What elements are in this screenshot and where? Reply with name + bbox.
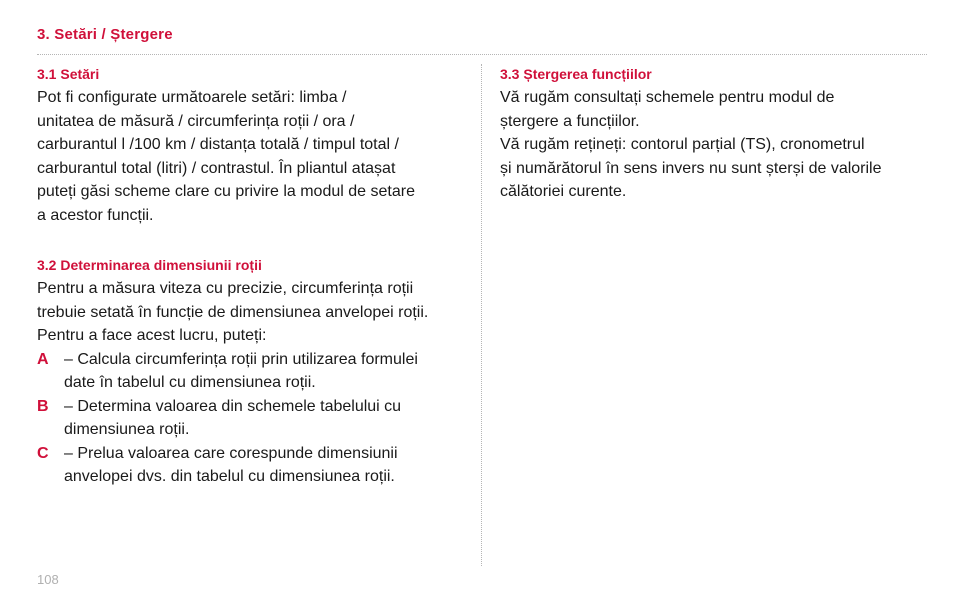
section-heading-wheel-size: 3.2 Determinarea dimensiunii roții	[37, 257, 262, 273]
text-line: anvelopei dvs. din tabelul cu dimensiunea roții.	[64, 468, 395, 485]
text-line: carburantul total (litri) / contrastul. În pliantul atașat	[37, 159, 396, 177]
text-line: călătoriei curente.	[500, 183, 627, 200]
right-column	[500, 64, 930, 232]
section-deleting	[500, 64, 930, 204]
section-heading-deleting: 3.3 Ștergerea funcțiilor	[500, 66, 652, 82]
list-letter: C	[37, 444, 49, 462]
text-line: – Prelua valoarea care corespunde dimensiunii	[64, 444, 398, 462]
text-line: puteți găsi scheme clare cu privire la modul de setare	[37, 183, 415, 200]
text-line: ștergere a funcțiilor.	[500, 112, 640, 130]
list-item-c	[37, 442, 467, 489]
text-line: – Determina valoarea din schemele tabelului cu	[64, 397, 402, 415]
text-line: carburantul l /100 km / distanța totală / timpul total /	[37, 136, 399, 153]
deleting-text	[500, 86, 930, 204]
text-line: Pot fi configurate următoarele setări: limba /	[37, 89, 347, 106]
section-heading-settings: 3.1 Setări	[37, 66, 100, 82]
section-wheel-size	[37, 255, 467, 489]
wheel-size-intro	[37, 277, 467, 348]
list-letter: A	[37, 350, 49, 368]
text-line: și numărătorul în sens invers nu sunt șterși de valorile	[500, 159, 882, 177]
text-line: – Calcula circumferința roții prin utilizarea formulei	[64, 350, 418, 368]
text-line: date în tabelul cu dimensiunea roții.	[64, 374, 316, 391]
text-line: Vă rugăm rețineți: contorul parțial (TS), cronometrul	[500, 136, 865, 153]
column-divider	[481, 64, 482, 566]
page-title: 3. Setări / Ștergere	[37, 26, 173, 43]
left-column	[37, 64, 467, 517]
settings-text	[37, 86, 467, 227]
text-line: Pentru a măsura viteza cu precizie, circumferința roții	[37, 280, 414, 297]
text-line: a acestor funcții.	[37, 206, 154, 224]
text-line: dimensiunea roții.	[64, 421, 190, 438]
section-settings	[37, 64, 467, 227]
text-line: unitatea de măsură / circumferința roții / ora /	[37, 112, 355, 130]
text-line: Vă rugăm consultați schemele pentru modul de	[500, 89, 835, 106]
list-item-a	[37, 348, 467, 395]
list-letter: B	[37, 397, 49, 415]
text-line: Pentru a face acest lucru, puteți:	[37, 327, 267, 344]
page-number: 108	[37, 572, 59, 587]
list-item-b	[37, 395, 467, 442]
text-line: trebuie setată în funcție de dimensiunea anvelopei roții.	[37, 303, 429, 321]
top-divider	[37, 54, 927, 55]
